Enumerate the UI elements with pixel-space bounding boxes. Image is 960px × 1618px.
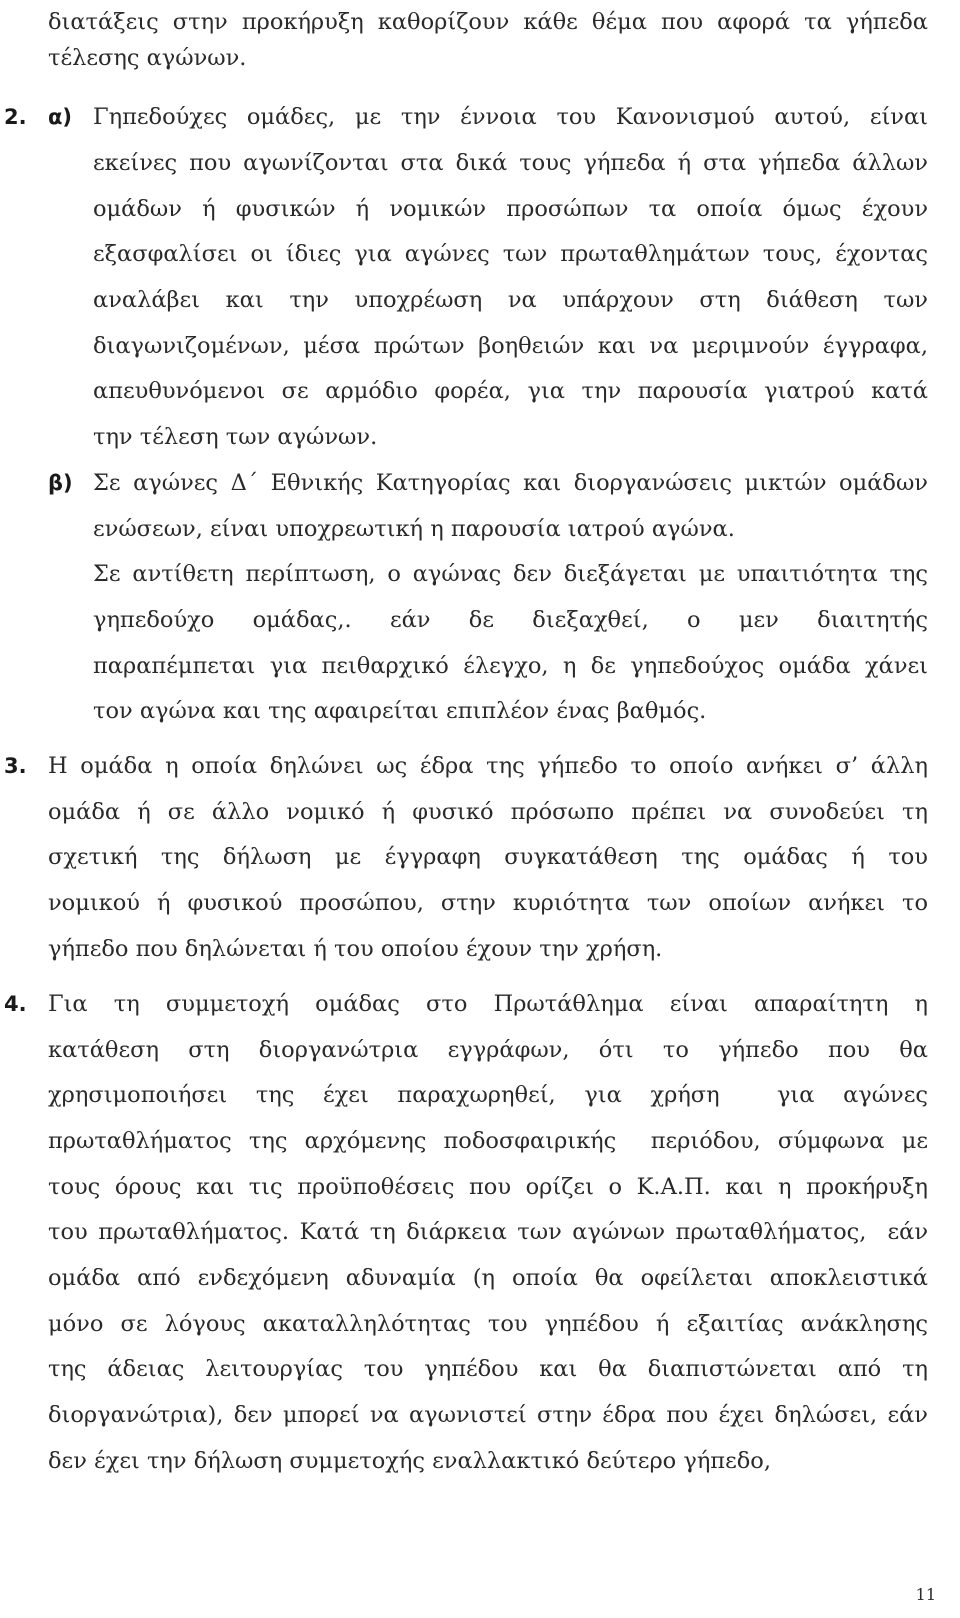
line-text: σχετική της δήλωση με έγγραφη συγκατάθεση της ομάδας ή του (48, 844, 928, 870)
text-line (0, 143, 960, 183)
line-text: της άδειας λειτουργίας του γηπέδου και θα διαπιστώνεται από τη (48, 1356, 928, 1382)
line-text: παραπέμπεται για πειθαρχικό έλεγχο, η δε γηπεδούχος ομάδα χάνει (93, 653, 928, 679)
line-text: γηπεδούχο ομάδας,. εάν δε διεξαχθεί, ο μεν διαιτητής (93, 607, 928, 633)
line-text: χρησιμοποιήσει της έχει παραχωρηθεί, για χρήση για αγώνες (48, 1082, 928, 1108)
text-line (0, 1258, 960, 1298)
text-line (0, 600, 960, 640)
text-line (0, 1441, 960, 1481)
text-line (0, 234, 960, 274)
line-text: εξασφαλίσει οι ίδιες για αγώνες των πρωταθλημάτων τους, έχοντας (93, 241, 928, 267)
text-line (0, 1304, 960, 1344)
text-line (0, 509, 960, 549)
sub-item-label: α) (48, 105, 73, 129)
line-text: διοργανώτρια), δεν μπορεί να αγωνιστεί στην έδρα που έχει δηλώσει, εάν (48, 1402, 928, 1428)
text-line (0, 792, 960, 832)
text-line (0, 463, 960, 503)
line-text: Σε αντίθετη περίπτωση, ο αγώνας δεν διεξάγεται με υπαιτιότητα της (93, 561, 928, 587)
line-text: κατάθεση στη διοργανώτρια εγγράφων, ότι το γήπεδο που θα (48, 1037, 928, 1063)
line-text: απευθυνόμενοι σε αρμόδιο φορέα, για την παρουσία γιατρού κατά (93, 378, 928, 404)
text-line (0, 929, 960, 969)
text-line (0, 837, 960, 877)
text-line (0, 189, 960, 229)
line-text: αναλάβει και την υποχρέωση να υπάρχουν στη διάθεση των (93, 287, 928, 313)
text-line (0, 38, 960, 78)
line-text: διαγωνιζομένων, μέσα πρώτων βοηθειών και να μεριμνούν έγγραφα, (93, 333, 928, 359)
text-line (0, 371, 960, 411)
line-text: διατάξεις στην προκήρυξη καθορίζουν κάθε θέμα που αφορά τα γήπεδα (48, 9, 928, 35)
line-text: τέλεσης αγώνων. (48, 45, 247, 71)
item-number: 2. (4, 105, 27, 129)
text-line (0, 1075, 960, 1115)
text-line (0, 746, 960, 786)
line-text: Για τη συμμετοχή ομάδας στο Πρωτάθλημα είναι απαραίτητη η (48, 991, 928, 1017)
line-text: εκείνες που αγωνίζονται στα δικά τους γήπεδα ή στα γήπεδα άλλων (93, 150, 928, 176)
line-text: ενώσεων, είναι υποχρεωτική η παρουσία ιατρού αγώνα. (93, 516, 735, 542)
page-number: 11 (915, 1585, 936, 1604)
text-line (0, 1121, 960, 1161)
line-text: μόνο σε λόγους ακαταλληλότητας του γηπέδου ή εξαιτίας ανάκλησης (48, 1311, 928, 1337)
text-line (0, 691, 960, 731)
line-text: ομάδων ή φυσικών ή νομικών προσώπων τα οποία όμως έχουν (93, 196, 928, 222)
sub-item-label: β) (48, 471, 73, 495)
line-text: γήπεδο που δηλώνεται ή του οποίου έχουν την χρήση. (48, 936, 663, 962)
line-text: την τέλεση των αγώνων. (93, 424, 378, 450)
item-number: 3. (4, 754, 27, 778)
text-line (0, 1349, 960, 1389)
line-text: Σε αγώνες Δ΄ Εθνικής Κατηγορίας και διοργανώσεις μικτών ομάδων (93, 470, 928, 496)
text-line (0, 1212, 960, 1252)
text-line (0, 1395, 960, 1435)
text-line (0, 1167, 960, 1207)
line-text: ομάδα από ενδεχόμενη αδυναμία (η οποία θα οφείλεται αποκλειστικά (48, 1265, 928, 1291)
text-line (0, 1030, 960, 1070)
text-line (0, 646, 960, 686)
line-text: ομάδα ή σε άλλο νομικό ή φυσικό πρόσωπο πρέπει να συνοδεύει τη (48, 799, 928, 825)
text-line (0, 417, 960, 457)
text-line (0, 883, 960, 923)
line-text: τους όρους και τις προϋποθέσεις που ορίζει ο Κ.Α.Π. και η προκήρυξη (48, 1174, 928, 1200)
line-text: δεν έχει την δήλωση συμμετοχής εναλλακτικό δεύτερο γήπεδο, (48, 1448, 771, 1474)
line-text: πρωταθλήματος της αρχόμενης ποδοσφαιρικής περιόδου, σύμφωνα με (48, 1128, 928, 1154)
line-text: Η ομάδα η οποία δηλώνει ως έδρα της γήπεδο το οποίο ανήκει σ’ άλλη (48, 753, 928, 779)
item-number: 4. (4, 992, 27, 1016)
text-line (0, 280, 960, 320)
line-text: νομικού ή φυσικού προσώπου, στην κυριότητα των οποίων ανήκει το (48, 890, 928, 916)
line-text: Γηπεδούχες ομάδες, με την έννοια του Κανονισμού αυτού, είναι (93, 104, 928, 130)
text-line (0, 326, 960, 366)
text-line (0, 984, 960, 1024)
line-text: τον αγώνα και της αφαιρείται επιπλέον ένας βαθμός. (93, 698, 707, 724)
line-text: του πρωταθλήματος. Κατά τη διάρκεια των αγώνων πρωταθλήματος, εάν (48, 1219, 928, 1245)
text-line (0, 97, 960, 137)
text-line (0, 554, 960, 594)
text-line (0, 2, 960, 42)
